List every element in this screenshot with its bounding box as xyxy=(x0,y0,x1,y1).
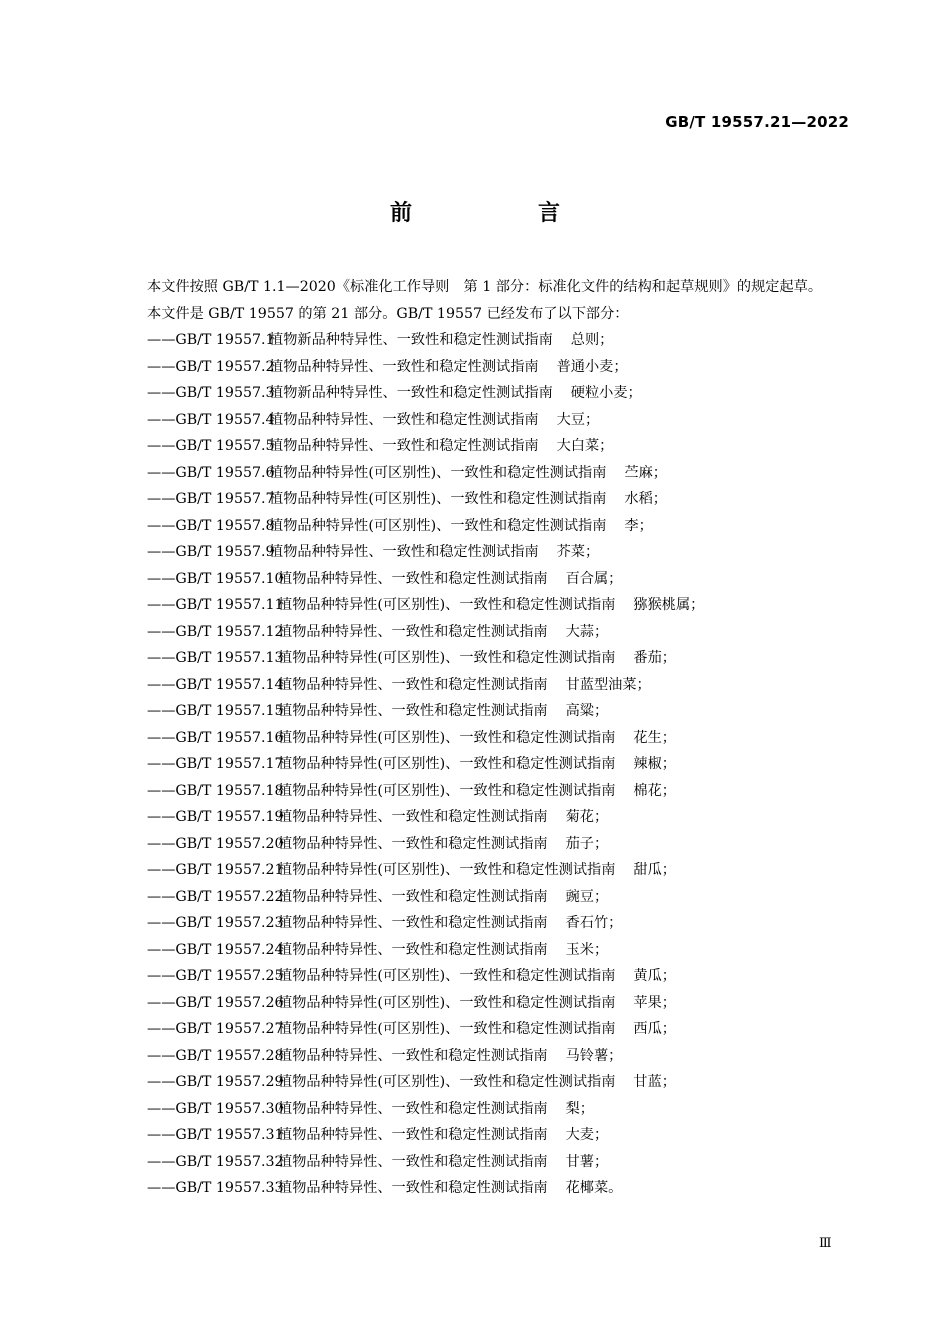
part-code: ——GB/T 19557.10 xyxy=(147,570,284,587)
list-item xyxy=(113,513,850,540)
list-item xyxy=(113,354,850,381)
list-item xyxy=(113,990,850,1017)
part-title: 植物品种特异性(可区别性)、一致性和稳定性测试指南 xyxy=(269,464,607,481)
part-crop: 香石竹； xyxy=(565,915,623,931)
part-crop: 大豆； xyxy=(556,411,600,428)
part-crop: 百合属； xyxy=(565,570,623,587)
part-code: ——GB/T 19557.26 xyxy=(147,994,284,1011)
part-title: 植物品种特异性、一致性和稳定性测试指南 xyxy=(278,915,548,931)
list-item xyxy=(113,804,850,831)
part-code: ——GB/T 19557.5 xyxy=(147,438,275,454)
part-title: 植物品种特异性、一致性和稳定性测试指南 xyxy=(278,1100,548,1117)
part-code: ——GB/T 19557.4 xyxy=(147,411,275,428)
part-code: ——GB/T 19557.31 xyxy=(147,1127,284,1143)
part-crop: 大蒜； xyxy=(565,623,609,640)
part-title: 植物新品种特异性、一致性和稳定性测试指南 xyxy=(269,332,553,348)
part-title: 植物品种特异性(可区别性)、一致性和稳定性测试指南 xyxy=(278,994,616,1011)
part-title: 植物品种特异性、一致性和稳定性测试指南 xyxy=(278,1180,548,1196)
list-item xyxy=(113,963,850,990)
part-code: ——GB/T 19557.19 xyxy=(147,809,284,825)
list-item xyxy=(113,645,850,672)
part-crop: 甘蓝； xyxy=(633,1074,676,1090)
part-title: 植物品种特异性(可区别性)、一致性和稳定性测试指南 xyxy=(278,1074,616,1090)
list-item xyxy=(113,1175,850,1202)
part-code: ——GB/T 19557.32 xyxy=(147,1153,284,1170)
part-code: ——GB/T 19557.23 xyxy=(147,915,284,931)
part-crop: 花生； xyxy=(633,729,676,746)
part-code: ——GB/T 19557.13 xyxy=(147,650,284,666)
part-crop: 高粱； xyxy=(565,703,609,719)
part-title: 植物品种特异性、一致性和稳定性测试指南 xyxy=(269,358,539,375)
part-crop: 西瓜； xyxy=(633,1021,676,1037)
part-code: ——GB/T 19557.3 xyxy=(147,385,275,401)
part-crop: 甘蓝型油菜； xyxy=(565,676,651,693)
part-title: 植物品种特异性(可区别性)、一致性和稳定性测试指南 xyxy=(278,756,616,772)
part-title: 植物品种特异性(可区别性)、一致性和稳定性测试指南 xyxy=(278,782,616,799)
part-crop: 苎麻； xyxy=(624,464,667,481)
part-crop: 总则； xyxy=(570,332,614,348)
part-title: 植物品种特异性(可区别性)、一致性和稳定性测试指南 xyxy=(278,729,616,746)
part-crop: 茄子； xyxy=(565,835,609,852)
part-crop: 甘薯； xyxy=(565,1153,609,1170)
part-title: 植物品种特异性、一致性和稳定性测试指南 xyxy=(278,941,548,958)
part-code: ——GB/T 19557.8 xyxy=(147,517,275,534)
part-crop: 猕猴桃属； xyxy=(633,597,705,613)
part-crop: 大白菜； xyxy=(556,438,614,454)
part-title: 植物品种特异性、一致性和稳定性测试指南 xyxy=(278,888,548,905)
part-code: ——GB/T 19557.16 xyxy=(147,729,284,746)
list-item xyxy=(113,831,850,858)
page-number: Ⅲ xyxy=(819,1236,832,1251)
part-title: 植物品种特异性、一致性和稳定性测试指南 xyxy=(278,1153,548,1170)
part-title: 植物新品种特异性、一致性和稳定性测试指南 xyxy=(269,385,553,401)
list-item xyxy=(113,327,850,354)
part-code: ——GB/T 19557.14 xyxy=(147,676,284,693)
page-title: 前 言 xyxy=(389,201,612,226)
part-crop: 苹果； xyxy=(633,994,676,1011)
part-title: 植物品种特异性(可区别性)、一致性和稳定性测试指南 xyxy=(278,862,616,878)
list-item xyxy=(113,619,850,646)
part-title: 植物品种特异性、一致性和稳定性测试指南 xyxy=(269,438,539,454)
part-code: ——GB/T 19557.24 xyxy=(147,941,284,958)
part-title: 植物品种特异性、一致性和稳定性测试指南 xyxy=(278,835,548,852)
part-title: 植物品种特异性、一致性和稳定性测试指南 xyxy=(278,1127,548,1143)
list-item xyxy=(113,1043,850,1070)
part-crop: 梨； xyxy=(565,1100,594,1117)
list-item xyxy=(113,1096,850,1123)
list-item xyxy=(113,778,850,805)
part-crop: 番茄； xyxy=(633,650,676,666)
part-crop: 芥菜； xyxy=(556,544,600,560)
part-title: 植物品种特异性(可区别性)、一致性和稳定性测试指南 xyxy=(278,968,616,984)
list-item xyxy=(113,1122,850,1149)
list-item xyxy=(113,433,850,460)
part-code: ——GB/T 19557.17 xyxy=(147,756,284,772)
part-crop: 李； xyxy=(624,517,653,534)
list-item xyxy=(113,884,850,911)
parts-list xyxy=(113,327,850,1202)
part-crop: 硬粒小麦； xyxy=(570,385,642,401)
list-item xyxy=(113,1069,850,1096)
part-code: ——GB/T 19557.33 xyxy=(147,1180,284,1196)
list-item xyxy=(113,407,850,434)
list-item xyxy=(113,725,850,752)
part-code: ——GB/T 19557.6 xyxy=(147,464,275,481)
part-code: ——GB/T 19557.20 xyxy=(147,835,284,852)
document-code-header: GB/T 19557.21—2022 xyxy=(665,113,849,131)
part-title: 植物品种特异性(可区别性)、一致性和稳定性测试指南 xyxy=(278,1021,616,1037)
part-title: 植物品种特异性、一致性和稳定性测试指南 xyxy=(278,676,548,693)
list-item xyxy=(113,751,850,778)
list-item xyxy=(113,1016,850,1043)
drafting-paragraph: 本文件按照 GB/T 1.1—2020《标准化工作导则 第 1 部分：标准化文件的结构和起草规则》的规定起草。 xyxy=(147,279,823,295)
part-code: ——GB/T 19557.21 xyxy=(147,862,284,878)
part-title: 植物品种特异性、一致性和稳定性测试指南 xyxy=(278,623,548,640)
part-crop: 甜瓜； xyxy=(633,862,676,878)
list-item xyxy=(113,910,850,937)
part-code: ——GB/T 19557.2 xyxy=(147,358,275,375)
part-title: 植物品种特异性、一致性和稳定性测试指南 xyxy=(278,1047,548,1064)
part-code: ——GB/T 19557.15 xyxy=(147,703,284,719)
part-title: 植物品种特异性、一致性和稳定性测试指南 xyxy=(269,544,539,560)
parts-intro-paragraph: 本文件是 GB/T 19557 的第 21 部分。GB/T 19557 已经发布了以下部分： xyxy=(147,305,629,322)
part-title: 植物品种特异性、一致性和稳定性测试指南 xyxy=(278,809,548,825)
part-title: 植物品种特异性(可区别性)、一致性和稳定性测试指南 xyxy=(278,650,616,666)
part-title: 植物品种特异性(可区别性)、一致性和稳定性测试指南 xyxy=(278,597,616,613)
list-item xyxy=(113,566,850,593)
part-crop: 菊花； xyxy=(565,809,609,825)
list-item xyxy=(113,539,850,566)
part-code: ——GB/T 19557.25 xyxy=(147,968,284,984)
part-crop: 豌豆； xyxy=(565,888,609,905)
list-item xyxy=(113,672,850,699)
part-code: ——GB/T 19557.30 xyxy=(147,1100,284,1117)
part-code: ——GB/T 19557.9 xyxy=(147,544,275,560)
part-title: 植物品种特异性、一致性和稳定性测试指南 xyxy=(269,411,539,428)
part-code: ——GB/T 19557.22 xyxy=(147,888,284,905)
list-item xyxy=(113,698,850,725)
part-title: 植物品种特异性(可区别性)、一致性和稳定性测试指南 xyxy=(269,491,607,507)
list-item xyxy=(113,486,850,513)
part-crop: 玉米； xyxy=(565,941,609,958)
part-code: ——GB/T 19557.18 xyxy=(147,782,284,799)
part-code: ——GB/T 19557.7 xyxy=(147,491,275,507)
part-crop: 大麦； xyxy=(565,1127,609,1143)
part-crop: 马铃薯； xyxy=(565,1047,623,1064)
part-code: ——GB/T 19557.1 xyxy=(147,332,275,348)
part-crop: 黄瓜； xyxy=(633,968,676,984)
part-crop: 辣椒； xyxy=(633,756,676,772)
part-crop: 棉花； xyxy=(633,782,676,799)
part-title: 植物品种特异性、一致性和稳定性测试指南 xyxy=(278,570,548,587)
part-title: 植物品种特异性(可区别性)、一致性和稳定性测试指南 xyxy=(269,517,607,534)
part-crop: 花椰菜。 xyxy=(565,1180,623,1196)
list-item xyxy=(113,1149,850,1176)
list-item xyxy=(113,937,850,964)
document-body xyxy=(113,274,850,1202)
part-code: ——GB/T 19557.11 xyxy=(147,597,284,613)
part-code: ——GB/T 19557.12 xyxy=(147,623,284,640)
list-item xyxy=(113,460,850,487)
list-item xyxy=(113,857,850,884)
part-crop: 水稻； xyxy=(624,491,667,507)
part-code: ——GB/T 19557.29 xyxy=(147,1074,284,1090)
part-title: 植物品种特异性、一致性和稳定性测试指南 xyxy=(278,703,548,719)
part-crop: 普通小麦； xyxy=(556,358,628,375)
part-code: ——GB/T 19557.27 xyxy=(147,1021,284,1037)
list-item xyxy=(113,380,850,407)
list-item xyxy=(113,592,850,619)
part-code: ——GB/T 19557.28 xyxy=(147,1047,284,1064)
